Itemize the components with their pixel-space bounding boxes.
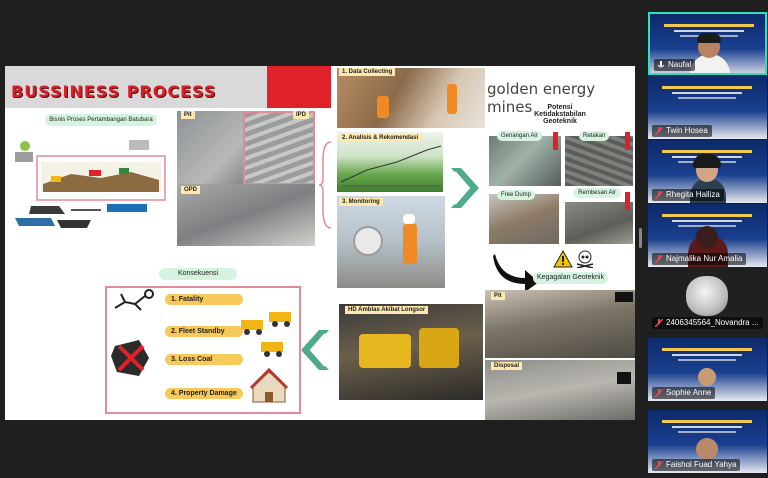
house-damage-icon — [249, 366, 289, 406]
body-outline-icon — [111, 288, 155, 314]
participant-tile-naufal[interactable] — [648, 12, 767, 75]
participant-tile-najmalika-nur-amalia[interactable] — [648, 204, 767, 267]
disposal-label: Disposal — [491, 362, 522, 370]
scrollbar[interactable] — [639, 228, 642, 248]
ipd-photo — [243, 111, 315, 185]
skull-icon — [575, 250, 595, 268]
truck-icon — [239, 310, 299, 360]
mic-icon — [657, 61, 665, 69]
pit-tag: Pit — [181, 111, 195, 119]
free-dump-label: Free Dump — [497, 190, 535, 200]
bracket-icon — [319, 140, 335, 230]
participant-name: Naufal — [654, 59, 695, 71]
participant-name: Najmalika Nur Amalia — [652, 253, 746, 265]
brand-logo-text: golden energy mines — [487, 80, 596, 116]
pit-failure-photo — [485, 290, 635, 358]
participant-name: Sophie Anne — [652, 387, 715, 399]
arrow-badge — [617, 372, 631, 384]
konsekuensi-fleet-standby: 2. Fleet Standby — [165, 326, 243, 337]
slide-title: BUSSINESS PROCESS — [11, 82, 217, 101]
mic-muted-icon — [655, 389, 663, 397]
potensi-title: Potensi Ketidakstabilan Geoteknik — [534, 104, 586, 125]
coal-cross-icon — [109, 336, 153, 380]
rembesan-air-label: Rembesan Air — [573, 188, 621, 198]
step3-label: 3. Monitoring — [339, 198, 383, 206]
free-dump-photo — [489, 194, 559, 244]
monitoring-photo — [337, 196, 445, 288]
participant-name: Faishol Fuad Yahya — [652, 459, 740, 471]
kegagalan-label: Kegagalan Geoteknik — [533, 272, 608, 284]
step1-label: 1. Data Collecting — [339, 68, 395, 76]
title-banner-accent — [267, 66, 331, 108]
participant-tile-faishol-fuad-yahya[interactable] — [648, 410, 767, 473]
ipd-tag: IPD — [293, 111, 309, 119]
warning-mark — [553, 132, 558, 150]
step2-label: 2. Analisis & Rekomendasi — [339, 134, 421, 142]
warning-mark — [625, 132, 630, 150]
process-diagram — [11, 134, 171, 234]
rembesan-air-photo — [565, 202, 633, 244]
participant-tile-novandra[interactable] — [648, 268, 767, 331]
warning-mark — [625, 192, 630, 210]
participant-name: Twin Hosea — [652, 125, 712, 137]
mic-muted-icon — [655, 191, 663, 199]
hd-amblas-photo — [339, 304, 483, 400]
pit-failure-label: Pit — [491, 292, 505, 300]
hd-amblas-label: HD Amblas Akibat Longsor — [345, 306, 428, 314]
mic-muted-icon — [655, 461, 663, 469]
genangan-air-label: Genangan Air — [497, 131, 542, 141]
participant-tile-twin-hosea[interactable] — [648, 76, 767, 139]
participant-tile-rhegita-halliza[interactable] — [648, 140, 767, 203]
chevron-right-icon — [447, 166, 481, 210]
opd-tag: OPD — [181, 186, 200, 194]
shared-slide[interactable] — [5, 66, 635, 420]
retakan-label: Retakan — [579, 131, 609, 141]
participant-tile-sophie-anne[interactable] — [648, 338, 767, 401]
konsekuensi-title: Konsekuensi — [159, 268, 237, 280]
chevron-left-icon — [299, 328, 333, 372]
participant-name: Rhegita Halliza — [652, 189, 724, 201]
participant-name: 2406345564_Novandra ... — [652, 317, 763, 329]
process-diagram-title: Bisnis Proses Pertambangan Batubara — [45, 114, 157, 126]
data-collecting-photo — [337, 68, 485, 128]
mic-muted-icon — [655, 319, 663, 327]
curved-arrow-icon — [491, 248, 541, 290]
mic-muted-icon — [655, 127, 663, 135]
arrow-badge — [615, 292, 633, 302]
mic-muted-icon — [655, 255, 663, 263]
konsekuensi-property-damage: 4. Property Damage — [165, 388, 243, 399]
retakan-photo — [565, 136, 633, 186]
genangan-air-photo — [489, 136, 561, 186]
konsekuensi-fatality: 1. Fatality — [165, 294, 243, 305]
hazard-warning-icon — [553, 250, 573, 268]
konsekuensi-loss-coal: 3. Loss Coal — [165, 354, 243, 365]
